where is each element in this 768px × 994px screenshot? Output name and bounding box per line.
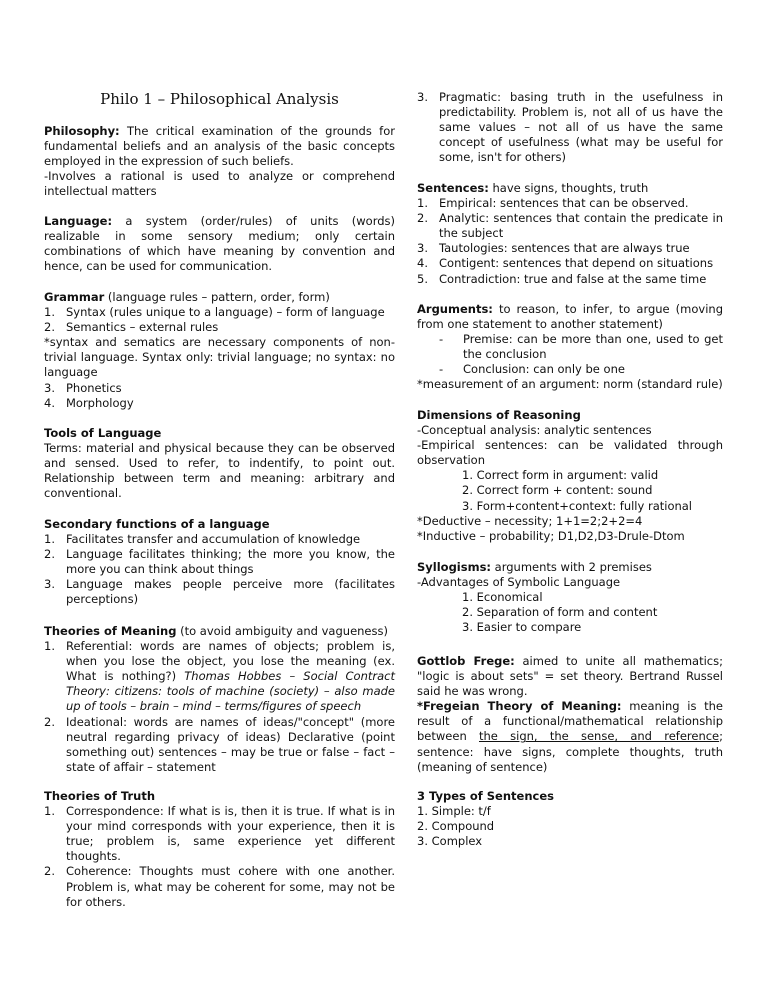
syllogisms-heading: Syllogisms: — [417, 560, 492, 574]
arguments-heading: Arguments: — [417, 302, 493, 316]
frege-section: Gottlob Frege: aimed to unite all mathematics; "logic is about sets" = set theory. Bertrand Russel said he was wrong. *Fregeian Theory of Meaning: meaning is the result of a functional/mathematical relationship between the sign, the sense, and reference; sentence: have signs, complete thoughts, truth (meaning of sentence) — [417, 654, 723, 774]
list-item: 2. Ideational: words are names of ideas/"concept" (more neutral regarding privacy of ideas) Declarative (point something out) sentences – may be true or false – fact – state of affair – statement — [44, 714, 395, 774]
list-item: 1. Referential: words are names of objects; problem is, when you lose the object, you lose the meaning (ex. What is nothing?) Thomas Hobbes – Social Contract Theory: citizens: tools of machine (society) – also made up of tools – brain – mind – terms/figures of speech — [44, 639, 395, 714]
tools-text: Terms: material and physical because they can be observed and sensed. Used to refer, to indentify, to point out. Relationship between term and meaning: arbitrary and conventional. — [44, 441, 395, 501]
syllogisms-text: arguments with 2 premises — [491, 560, 652, 574]
list-item: 3. Phonetics — [44, 380, 122, 395]
dimensions-item: 1. Correct form in argument: valid — [462, 468, 659, 483]
syllogisms-item: 2. Separation of form and content — [462, 605, 658, 620]
sentences-text: have signs, thoughts, truth — [488, 181, 649, 195]
language-text: a system (order/rules) of units (words) realizable in some sensory medium; only certain combinations of which have meaning by convention and hence, can be used for communication. — [44, 214, 395, 274]
dimensions-item: 2. Correct form + content: sound — [462, 483, 653, 498]
frege-heading: Gottlob Frege: — [417, 654, 515, 668]
tools-section — [44, 426, 395, 501]
list-item: 4. Contigent: sentences that depend on situations — [417, 256, 714, 271]
list-item: 2. Language facilitates thinking; the more you know, the more you can think about things — [44, 547, 395, 577]
syllogisms-section — [417, 560, 723, 635]
list-item: 3. Tautologies: sentences that are always true — [417, 241, 690, 256]
philosophy-note: -Involves a rational is used to analyze or comprehend intellectual matters — [44, 169, 395, 199]
list-item: 4. Morphology — [44, 395, 134, 410]
dimensions-line: -Empirical sentences: can be validated through observation — [417, 438, 723, 468]
syllogisms-sub: -Advantages of Symbolic Language — [417, 575, 621, 590]
secondary-functions-section — [44, 517, 395, 608]
philosophy-text: The critical examination of the grounds for fundamental beliefs and an analysis of the basic concepts employed in the expression of such beliefs. — [44, 124, 395, 169]
philosophy-section — [44, 124, 395, 199]
page-title: Philo 1 – Philosophical Analysis — [100, 90, 339, 108]
grammar-note: *syntax and sematics are necessary components of non-trivial language. Syntax only: trivial language; no syntax: no language — [44, 335, 395, 380]
frege-text: aimed to unite all mathematics; "logic is about sets" = set theory. Bertrand Russel said he was wrong. — [417, 654, 723, 699]
grammar-section — [44, 290, 395, 411]
dimensions-heading: Dimensions of Reasoning — [417, 408, 581, 422]
sentences-heading: Sentences: — [417, 181, 489, 195]
list-item: 2. Semantics – external rules — [44, 320, 219, 335]
philosophy-heading: Philosophy: — [44, 124, 120, 138]
list-item: 2. Analytic: sentences that contain the predicate in the subject — [417, 211, 723, 241]
grammar-heading: Grammar — [44, 290, 105, 304]
secondary-heading: Secondary functions of a language — [44, 517, 270, 531]
language-heading: Language: — [44, 214, 113, 228]
theories-of-meaning-section — [44, 624, 395, 775]
arguments-note: *measurement of an argument: norm (standard rule) — [417, 377, 723, 392]
syllogisms-item: 1. Economical — [462, 590, 543, 605]
types-item: 2. Compound — [417, 819, 495, 834]
grammar-text: (language rules – pattern, order, form) — [104, 290, 330, 304]
dimensions-line: -Conceptual analysis: analytic sentences — [417, 423, 652, 438]
list-item: 1. Empirical: sentences that can be observed. — [417, 196, 689, 211]
list-item: 3. Language makes people perceive more (facilitates perceptions) — [44, 577, 395, 607]
tools-heading: Tools of Language — [44, 426, 162, 440]
types-item: 1. Simple: t/f — [417, 804, 491, 819]
list-item: 1. Facilitates transfer and accumulation of knowledge — [44, 532, 361, 547]
dimensions-item: 3. Form+content+context: fully rational — [462, 498, 693, 513]
theories-of-truth-section — [44, 789, 395, 910]
truth-list — [44, 804, 395, 910]
list-item: 5. Contradiction: true and false at the same time — [417, 271, 707, 286]
truth-heading: Theories of Truth — [44, 789, 156, 803]
deductive-line: *Deductive – necessity; 1+1=2;2+2=4 — [417, 513, 643, 528]
meaning-list — [44, 639, 395, 775]
list-item: 1. Correspondence: If what is is, then it is true. If what is in your mind corresponds with your experience, then it is true; problem is, same experience yet different thoughts. — [44, 804, 395, 864]
types-item: 3. Complex — [417, 834, 483, 849]
grammar-list — [44, 305, 395, 335]
fregeian-heading: *Fregeian Theory of Meaning: — [417, 699, 622, 714]
types-of-sentences-section — [417, 789, 723, 849]
arguments-list — [417, 332, 723, 377]
syllogisms-item: 3. Easier to compare — [462, 620, 582, 635]
types-heading: 3 Types of Sentences — [417, 789, 554, 803]
arguments-text: to reason, to infer, to argue (moving from one statement to another statement) — [417, 302, 723, 332]
sentences-section — [417, 181, 723, 287]
grammar-list-continued — [44, 381, 395, 411]
dimensions-section — [417, 408, 723, 544]
list-item: - Conclusion: can only be one — [439, 362, 625, 377]
list-item: 3. Pragmatic: basing truth in the usefulness in predictability. Problem is, not all of us have the same values – not all of us have the same concept of usefulness (what may be useful for some, isn't for others) — [417, 90, 723, 165]
secondary-list — [44, 532, 395, 607]
meaning-text: (to avoid ambiguity and vagueness) — [176, 624, 388, 638]
meaning-heading: Theories of Meaning — [44, 624, 177, 638]
language-section — [44, 214, 395, 274]
sentences-list — [417, 196, 723, 287]
list-item: 1. Syntax (rules unique to a language) – form of language — [44, 305, 385, 320]
inductive-line: *Inductive – probability; D1,D2,D3-Drule-Dtom — [417, 528, 685, 543]
list-item: 2. Coherence: Thoughts must cohere with one another. Problem is, what may be coherent for some, may not be for others. — [44, 864, 395, 909]
arguments-section — [417, 302, 723, 393]
frege-underlined-text: the sign, the sense, and reference — [479, 729, 720, 744]
pragmatic-section — [417, 90, 723, 165]
list-item: - Premise: can be more than one, used to get the conclusion — [439, 332, 723, 362]
